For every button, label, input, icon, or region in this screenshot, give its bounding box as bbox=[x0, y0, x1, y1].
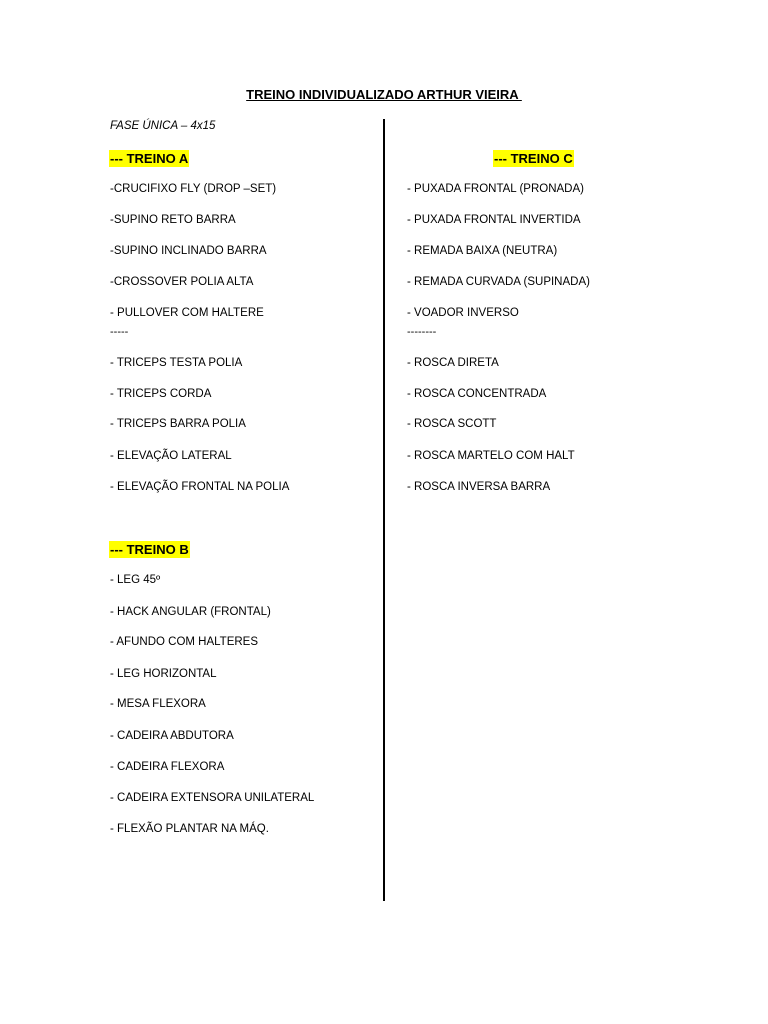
list-item: - REMADA CURVADA (SUPINADA) bbox=[407, 276, 590, 288]
list-item: - ELEVAÇÃO FRONTAL NA POLIA bbox=[110, 481, 290, 493]
list-item: - LEG 45º bbox=[110, 574, 161, 586]
list-item: - PUXADA FRONTAL INVERTIDA bbox=[407, 214, 581, 226]
treino-a-heading: --- TREINO A bbox=[110, 151, 189, 166]
column-divider bbox=[383, 119, 385, 901]
list-item: - HACK ANGULAR (FRONTAL) bbox=[110, 606, 271, 618]
list-item: - CADEIRA EXTENSORA UNILATERAL bbox=[110, 792, 315, 804]
list-item: - ROSCA DIRETA bbox=[407, 357, 499, 369]
treino-c-heading: --- TREINO C bbox=[494, 151, 573, 166]
list-item: - PULLOVER COM HALTERE bbox=[110, 307, 264, 319]
list-item: -CROSSOVER POLIA ALTA bbox=[110, 276, 254, 288]
list-item: -SUPINO INCLINADO BARRA bbox=[110, 245, 267, 257]
section-separator: -------- bbox=[407, 326, 437, 338]
list-item: - TRICEPS BARRA POLIA bbox=[110, 418, 246, 430]
list-item: - TRICEPS CORDA bbox=[110, 388, 212, 400]
list-item: - ROSCA SCOTT bbox=[407, 418, 497, 430]
list-item: - AFUNDO COM HALTERES bbox=[110, 636, 259, 648]
list-item: - REMADA BAIXA (NEUTRA) bbox=[407, 245, 558, 257]
list-item: - FLEXÃO PLANTAR NA MÁQ. bbox=[110, 823, 269, 835]
list-item: -SUPINO RETO BARRA bbox=[110, 214, 236, 226]
list-item: - ELEVAÇÃO LATERAL bbox=[110, 450, 232, 462]
section-separator: ----- bbox=[110, 326, 129, 338]
list-item: - CADEIRA FLEXORA bbox=[110, 761, 225, 773]
list-item: - ROSCA INVERSA BARRA bbox=[407, 481, 551, 493]
list-item: - TRICEPS TESTA POLIA bbox=[110, 357, 243, 369]
list-item: - VOADOR INVERSO bbox=[407, 307, 519, 319]
list-item: - CADEIRA ABDUTORA bbox=[110, 730, 234, 742]
treino-b-heading: --- TREINO B bbox=[110, 542, 189, 557]
list-item: -CRUCIFIXO FLY (DROP –SET) bbox=[110, 183, 277, 195]
list-item: - ROSCA CONCENTRADA bbox=[407, 388, 547, 400]
phase-label: FASE ÚNICA – 4x15 bbox=[110, 120, 216, 132]
list-item: - MESA FLEXORA bbox=[110, 698, 206, 710]
list-item: - ROSCA MARTELO COM HALT bbox=[407, 450, 575, 462]
list-item: - PUXADA FRONTAL (PRONADA) bbox=[407, 183, 584, 195]
list-item: - LEG HORIZONTAL bbox=[110, 668, 217, 680]
document-title: TREINO INDIVIDUALIZADO ARTHUR VIEIRA bbox=[246, 87, 522, 102]
